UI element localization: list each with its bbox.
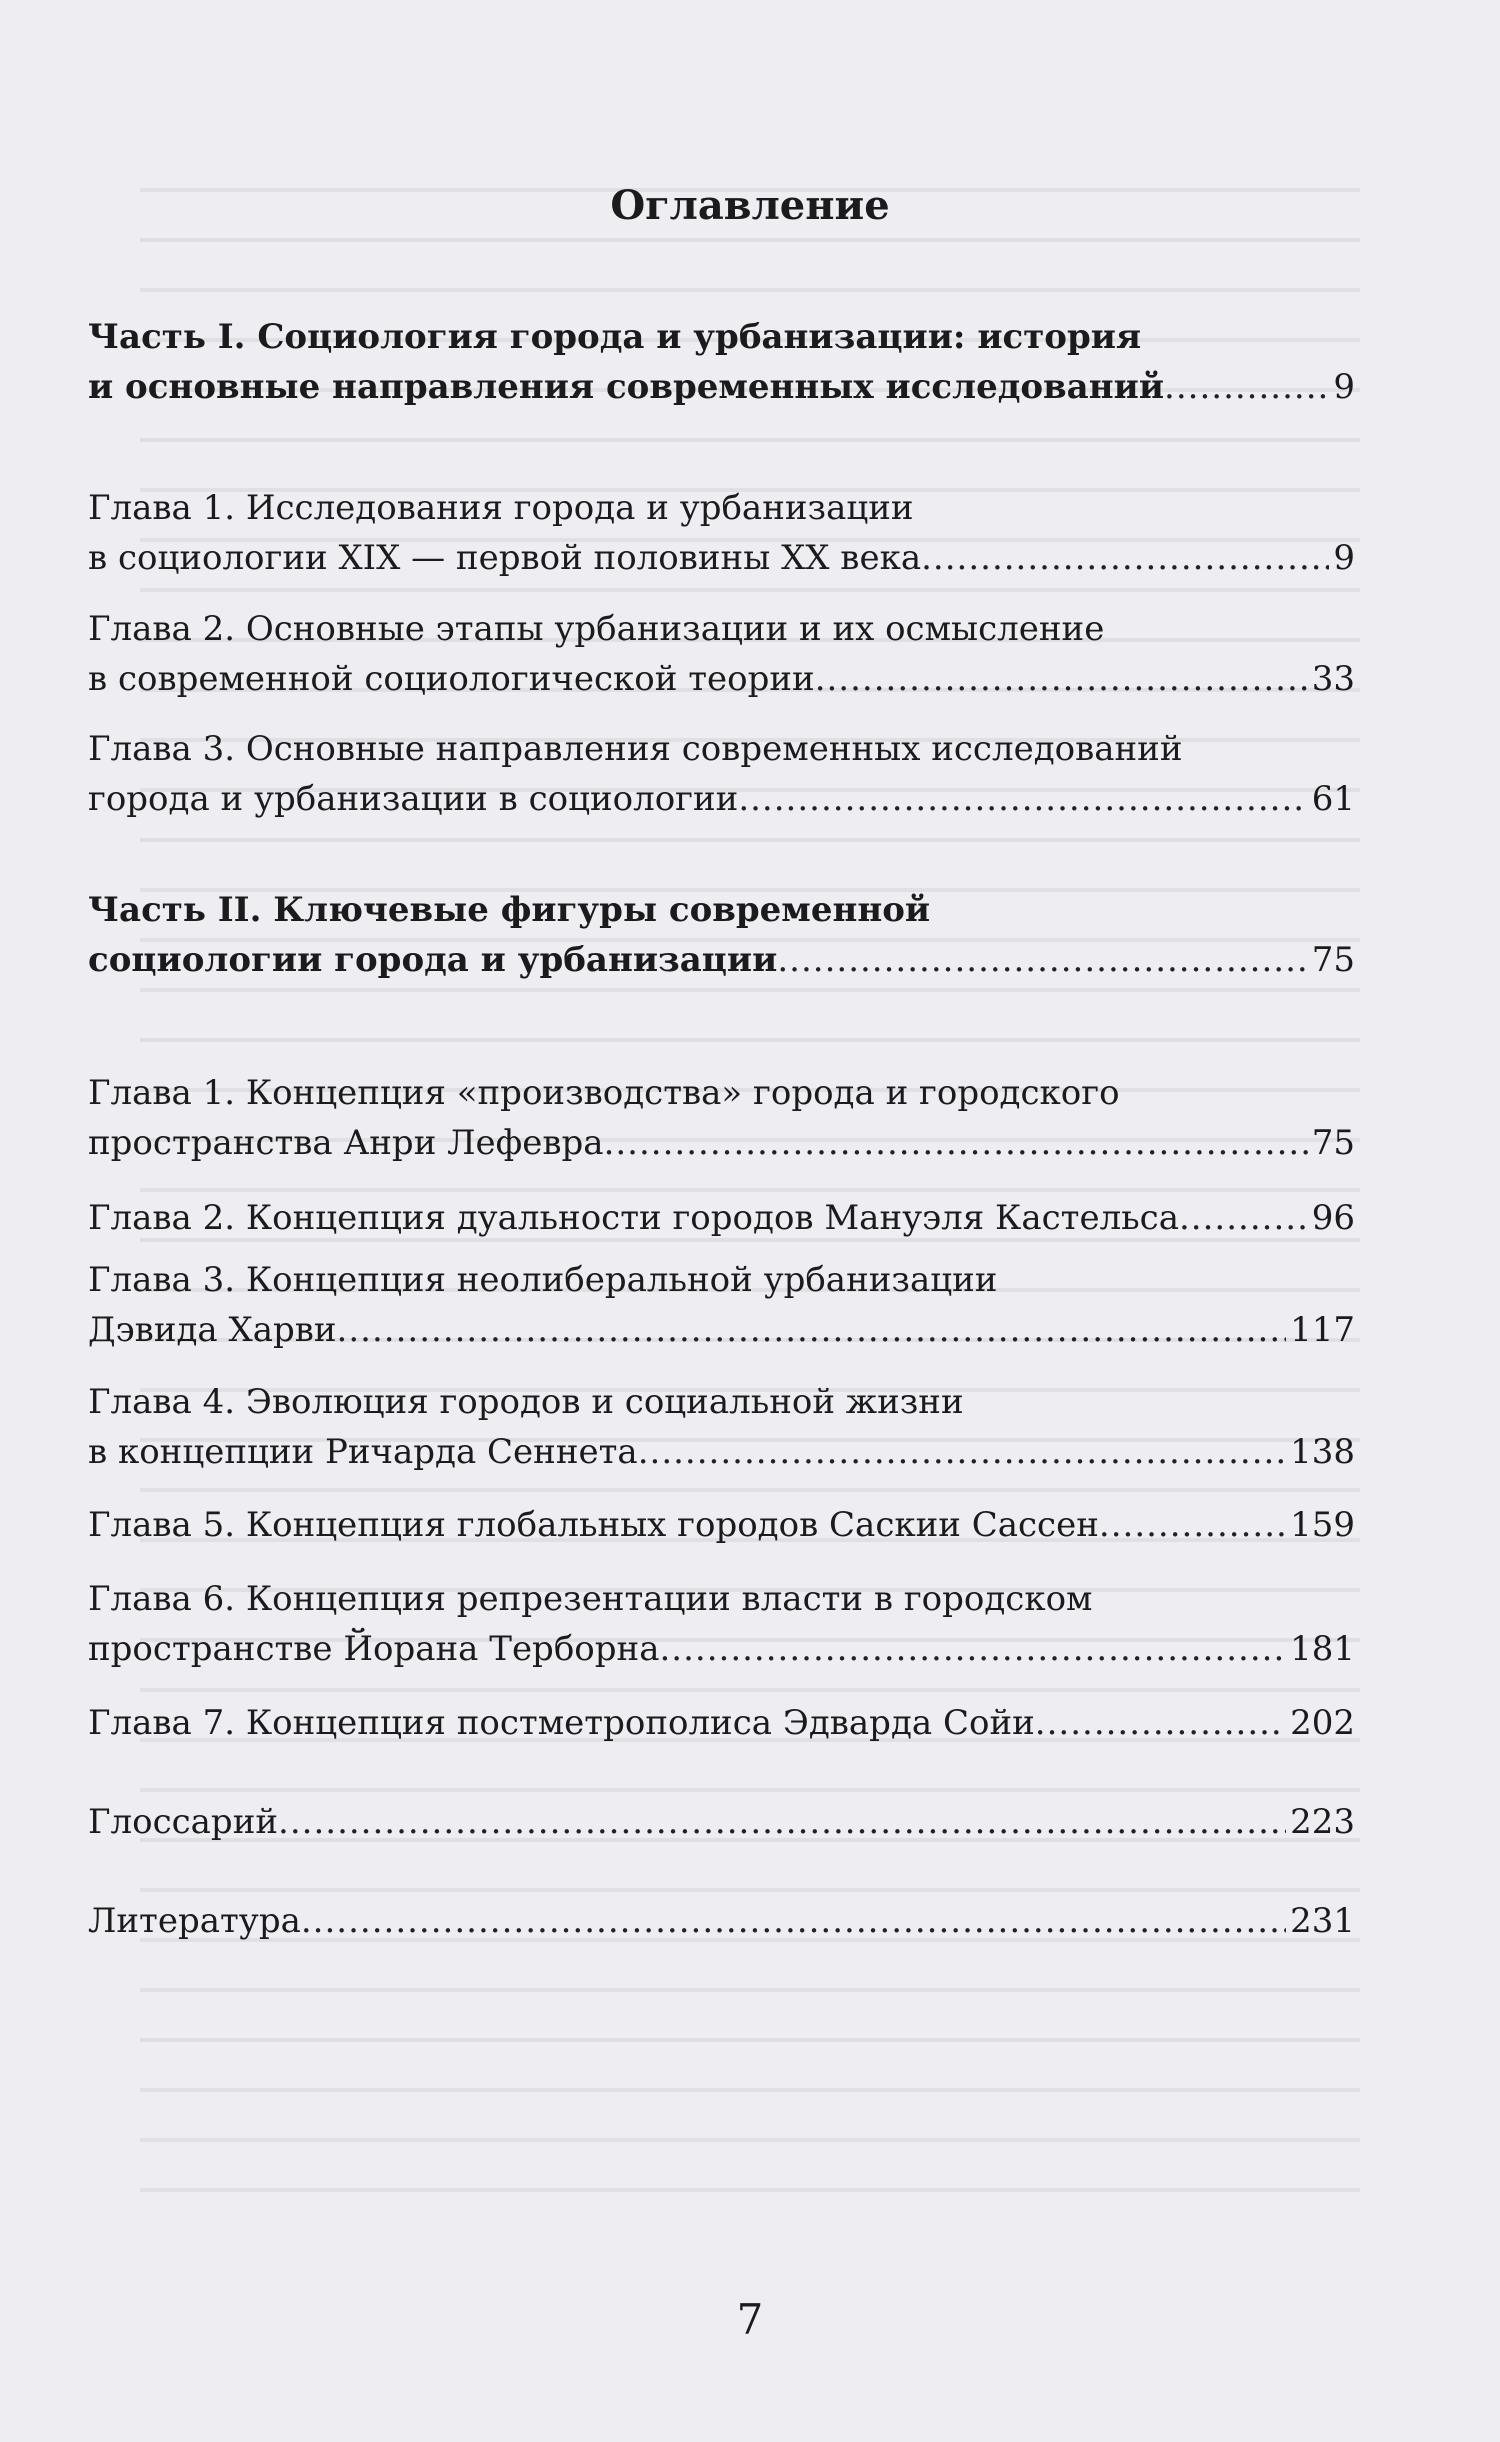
toc-entry-title-line1: Глава 1. Концепция «производства» города и городского [88, 1073, 1120, 1113]
toc-entry-part-1[interactable] [88, 312, 1355, 412]
toc-entry-title-line1: Глава 1. Исследования города и урбанизации [88, 488, 914, 528]
toc-entry-title: Литература [88, 1901, 301, 1941]
toc-entry-title-line1: Глава 3. Концепция неолиберальной урбанизации [88, 1260, 998, 1300]
toc-entry-title-line2: в современной социологической теории [88, 659, 815, 699]
dot-leader [604, 1118, 1308, 1168]
toc-page-number: 117 [1290, 1310, 1355, 1350]
toc-page-number: 231 [1290, 1901, 1355, 1941]
toc-entry-title-line2: города и урбанизации в социологии [88, 779, 739, 819]
toc-page-number: 96 [1311, 1198, 1355, 1238]
toc-entry-literature[interactable] [88, 1896, 1355, 1946]
toc-entry-title-line1: Часть I. Социология города и урбанизации: история [88, 317, 1142, 357]
dot-leader [659, 1624, 1286, 1674]
toc-entry-chapter[interactable] [88, 1574, 1355, 1674]
toc-entry-chapter[interactable] [88, 724, 1355, 824]
toc-entry-title: Глава 2. Концепция дуальности городов Мануэля Кастельса [88, 1198, 1179, 1238]
toc-entry-title-line1: Часть II. Ключевые фигуры современной [88, 890, 931, 930]
toc-entry-title-line1: Глава 2. Основные этапы урбанизации и их осмысление [88, 609, 1105, 649]
toc-entry-title-line2: в концепции Ричарда Сеннета [88, 1432, 638, 1472]
toc-page-number: 75 [1311, 940, 1355, 980]
dot-leader [777, 935, 1307, 985]
dot-leader [278, 1797, 1286, 1847]
dot-leader [921, 533, 1329, 583]
toc-entry-title-line2: пространстве Йорана Терборна [88, 1629, 660, 1669]
toc-page-number: 9 [1333, 367, 1355, 407]
toc-entry-chapter[interactable] [88, 1500, 1355, 1550]
toc-entry-title-line2: в социологии XIX — первой половины XX века [88, 538, 922, 578]
dot-leader [1099, 1500, 1286, 1550]
dot-leader [815, 654, 1308, 704]
toc-entry-chapter[interactable] [88, 483, 1355, 583]
toc-entry-title-line1: Глава 4. Эволюция городов и социальной жизни [88, 1382, 964, 1422]
dot-leader [337, 1305, 1287, 1355]
toc-entry-title-line2: социологии города и урбанизации [88, 940, 778, 980]
toc-page-number: 223 [1290, 1802, 1355, 1842]
dot-leader [1035, 1698, 1286, 1748]
toc-entry-title: Глава 5. Концепция глобальных городов Саскии Сассен [88, 1505, 1099, 1545]
toc-page-number: 159 [1290, 1505, 1355, 1545]
toc-entry-chapter[interactable] [88, 1377, 1355, 1477]
toc-page-number: 202 [1290, 1703, 1355, 1743]
dot-leader [1164, 362, 1329, 412]
toc-entry-glossary[interactable] [88, 1797, 1355, 1847]
toc-entry-chapter[interactable] [88, 604, 1355, 704]
toc-entry-title-line1: Глава 3. Основные направления современных исследований [88, 729, 1183, 769]
page-title: Оглавление [610, 182, 890, 229]
toc-entry-part-2[interactable] [88, 885, 1355, 985]
toc-entry-title-line1: Глава 6. Концепция репрезентации власти в городском [88, 1579, 1093, 1619]
dot-leader [638, 1427, 1286, 1477]
dot-leader [1179, 1193, 1308, 1243]
dot-leader [301, 1896, 1286, 1946]
toc-page-number: 61 [1311, 779, 1355, 819]
toc-entry-chapter[interactable] [88, 1255, 1355, 1355]
toc-page-number: 9 [1333, 538, 1355, 578]
page-number: 7 [736, 2295, 764, 2344]
dot-leader [738, 774, 1307, 824]
toc-page-number: 138 [1290, 1432, 1355, 1472]
toc-page-number: 33 [1311, 659, 1355, 699]
toc-entry-title-line2: пространства Анри Лефевра [88, 1123, 604, 1163]
toc-entry-title-line2: Дэвида Харви [88, 1310, 337, 1350]
toc-entry-chapter[interactable] [88, 1698, 1355, 1748]
toc-entry-chapter[interactable] [88, 1068, 1355, 1168]
toc-page-number: 75 [1311, 1123, 1355, 1163]
toc-entry-chapter[interactable] [88, 1193, 1355, 1243]
toc-page-number: 181 [1290, 1629, 1355, 1669]
toc-entry-title: Глоссарий [88, 1802, 279, 1842]
toc-entry-title: Глава 7. Концепция постметрополиса Эдварда Сойи [88, 1703, 1035, 1743]
toc-entry-title-line2: и основные направления современных исследований [88, 367, 1165, 407]
